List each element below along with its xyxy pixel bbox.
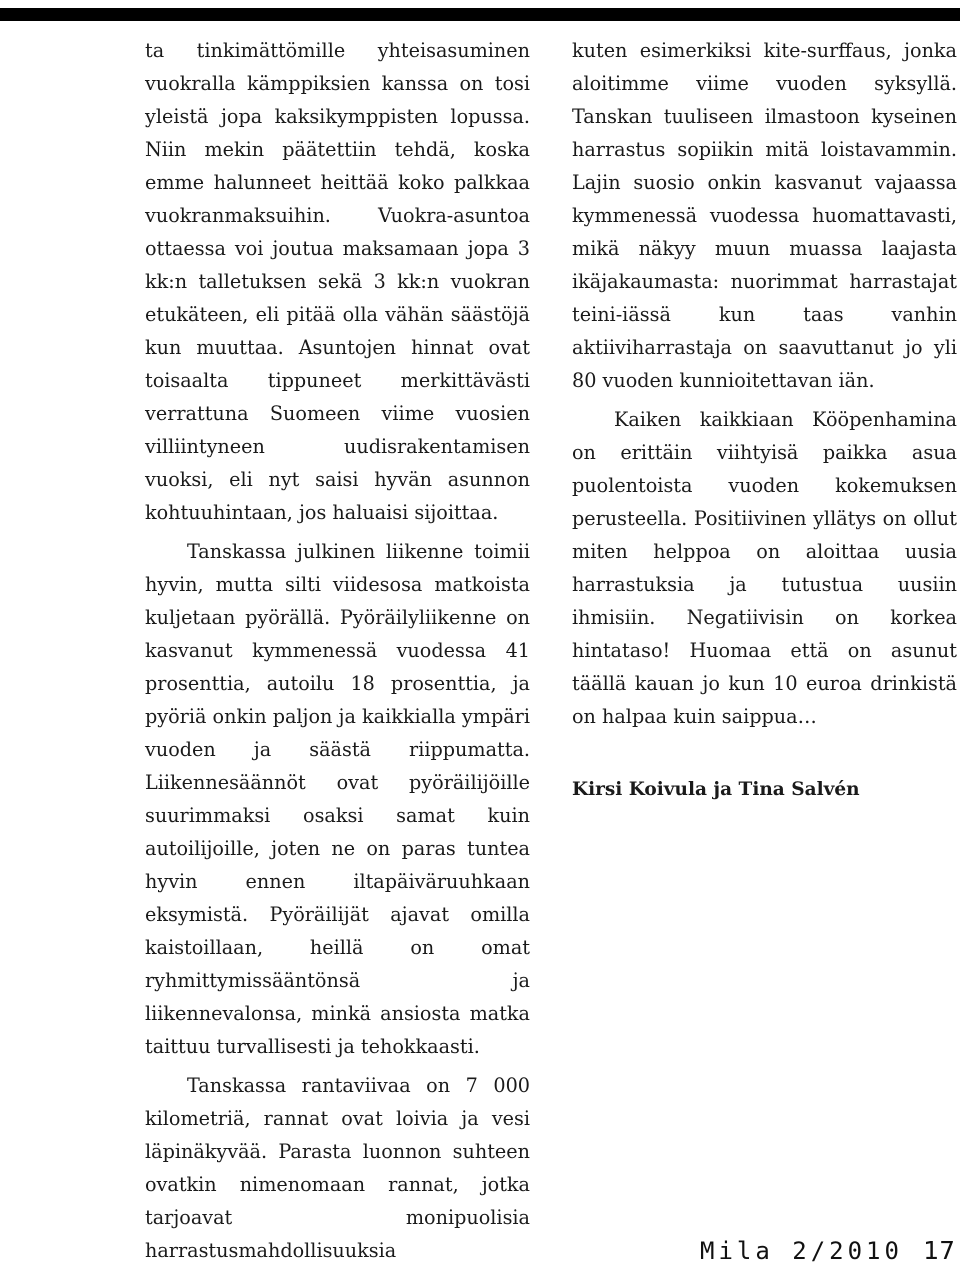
magazine-issue: Mila 2/2010 — [700, 1237, 903, 1265]
article-author: Kirsi Koivula ja Tina Salvén — [572, 779, 860, 800]
right-column — [572, 34, 957, 806]
paragraph-kitesurfing: kuten esimerkiksi kite-surffaus, jonka aloitimme viime vuoden syksyllä. Tanskan tuuliseen ilmastoon kyseinen harrastus sopiikin mitä loistavammin. Lajin suosio onkin kasvanut vajaassa kymmenessä vuodessa huomattavasti, mikä näkyy muun muassa laajasta ikäjakaumasta: nuorimmat harrastajat teini-iässä kun taas vanhin aktiiviharrastaja on saavuttanut jo yli 80 vuoden kunnioitettavan iän. — [572, 39, 957, 392]
paragraph-housing: ta tinkimättömille yhteisasuminen vuokralla kämppiksien kanssa on tosi yleistä jopa kaksikymppisten lopussa. Niin mekin päätettiin tehdä, koska emme halunneet heittää koko palkkaa vuokranmaksuihin. Vuokra-asuntoa ottaessa voi joutua maksamaan jopa 3 kk:n talletuksen sekä 3 kk:n vuokran etukäteen, eli pitää olla vähän säästöjä kun muuttaa. Asuntojen hinnat ovat toisaalta tippuneet merkittävästi verrattuna Suomeen viime vuosien villiintyneen uudisrakentamisen vuoksi, eli nyt saisi hyvän asunnon kohtuuhintaan, jos haluaisi sijoittaa. — [145, 39, 530, 524]
paragraph-traffic: Tanskassa julkinen liikenne toimii hyvin, mutta silti viidesosa matkoista kuljetaan pyörällä. Pyöräilyliikenne on kasvanut kymmenessä vuodessa 41 prosenttia, autoilu 18 prosenttia, ja pyöriä onkin paljon ja kaikkialla ympäri vuoden ja säästä riippumatta. Liikennesäännöt ovat pyöräilijöille suurimmaksi osaksi samat kuin autoilijoille, joten ne on paras tuntea hyvin ennen iltapäiväruuhkaan eksymistä. Pyöräilijät ajavat omilla kaistoillaan, heillä on omat ryhmittymissääntönsä ja liikennevalonsa, minkä ansiosta matka taittuu turvallisesti ja tehokkaasti. — [145, 540, 530, 1058]
left-column — [145, 34, 530, 1267]
top-rule — [0, 8, 960, 21]
paragraph-coastline: Tanskassa rantaviivaa on 7 000 kilometriä, rannat ovat loivia ja vesi läpinäkyvää. Parasta luonnon suhteen ovatkin nimenomaan rannat, jotka tarjoavat monipuolisia harrastusmahdollisuuksia — [145, 1074, 530, 1262]
page-number: 17 — [923, 1236, 955, 1265]
paragraph-conclusion: Kaiken kaikkiaan Kööpenhamina on erittäin viihtyisä paikka asua puolentoista vuoden kokemuksen perusteella. Positiivinen yllätys on ollut miten helppoa on aloittaa uusia harrastuksia ja tutustua uusiin ihmisiin. Negatiivisin on korkea hintataso! Huomaa että on asunut täällä kauan jo kun 10 euroa drinkistä on halpaa kuin saippua… — [572, 408, 957, 728]
page-footer — [700, 1236, 955, 1266]
